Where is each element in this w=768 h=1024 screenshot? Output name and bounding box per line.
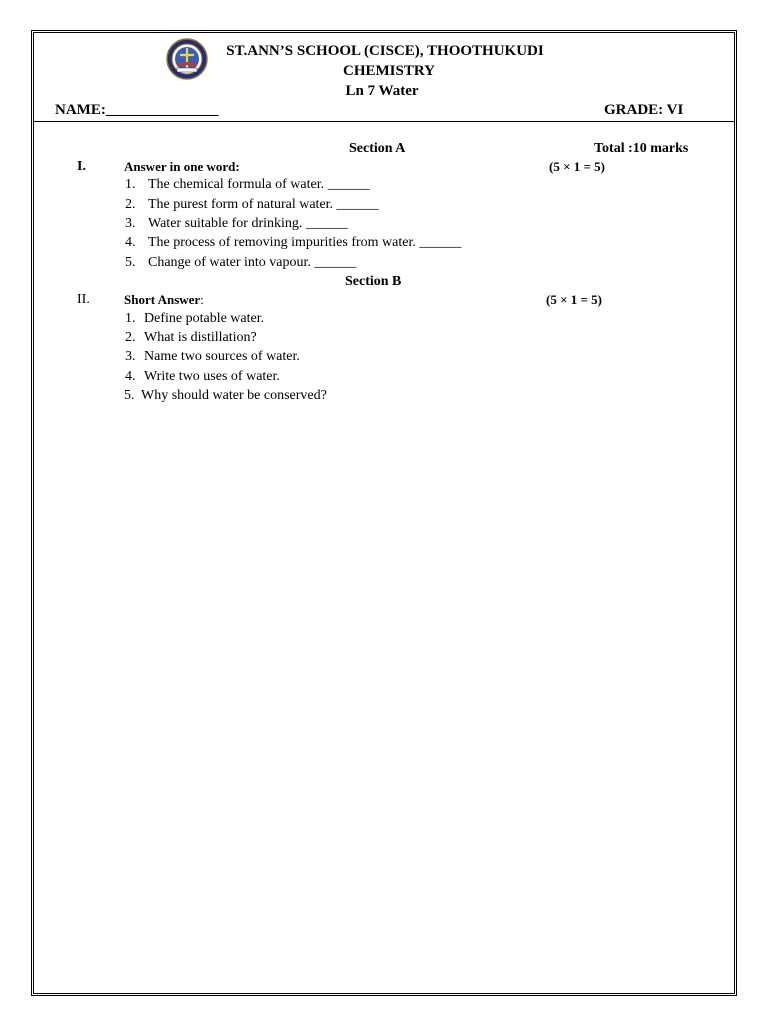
list-item-number: 2. bbox=[125, 197, 136, 212]
subject-title: CHEMISTRY bbox=[343, 63, 435, 79]
list-item: The chemical formula of water. ______ bbox=[148, 177, 370, 192]
section-b-title: Section B bbox=[345, 274, 402, 289]
list-item-number: 1. bbox=[125, 311, 136, 326]
list-item-number: 4. bbox=[125, 235, 136, 250]
section-b-heading-colon: : bbox=[200, 292, 204, 307]
section-a-heading: Answer in one word: bbox=[124, 159, 240, 174]
list-item: Change of water into vapour. ______ bbox=[148, 255, 357, 270]
list-item: The process of removing impurities from water. ______ bbox=[148, 235, 462, 250]
list-item: The purest form of natural water. ______ bbox=[148, 197, 379, 212]
list-item: Water suitable for drinking. ______ bbox=[148, 216, 348, 231]
list-item-number: 4. bbox=[125, 369, 136, 384]
list-item: What is distillation? bbox=[144, 330, 257, 345]
grade-label: GRADE: VI bbox=[604, 102, 684, 118]
list-item-number: 1. bbox=[125, 177, 136, 192]
list-item-number: 2. bbox=[125, 330, 136, 345]
section-b-heading bbox=[124, 292, 204, 308]
list-item-number: 3. bbox=[125, 349, 136, 364]
list-item: Name two sources of water. bbox=[144, 349, 300, 364]
school-logo bbox=[166, 38, 208, 80]
section-a-roman: I. bbox=[77, 159, 86, 174]
section-a-title: Section A bbox=[349, 141, 406, 156]
list-item: Why should water be conserved? bbox=[141, 388, 327, 403]
section-b-heading-text: Short Answer bbox=[124, 292, 201, 307]
list-item-number: 5. bbox=[125, 255, 136, 270]
total-marks: Total :10 marks bbox=[594, 141, 689, 156]
page-border-inner bbox=[33, 32, 735, 994]
header-divider bbox=[33, 121, 735, 122]
list-item-number: 5. bbox=[124, 388, 135, 403]
school-name: ST.ANN’S SCHOOL (CISCE), THOOTHUKUDI bbox=[226, 43, 544, 59]
name-field: NAME:_______________ bbox=[55, 102, 219, 118]
list-item: Define potable water. bbox=[144, 311, 265, 326]
lesson-title: Ln 7 Water bbox=[345, 83, 419, 99]
list-item: Write two uses of water. bbox=[144, 369, 280, 384]
list-item-number: 3. bbox=[125, 216, 136, 231]
section-a-marks: (5 × 1 = 5) bbox=[549, 159, 605, 174]
section-b-marks: (5 × 1 = 5) bbox=[546, 292, 602, 307]
section-b-roman: II. bbox=[77, 292, 90, 307]
